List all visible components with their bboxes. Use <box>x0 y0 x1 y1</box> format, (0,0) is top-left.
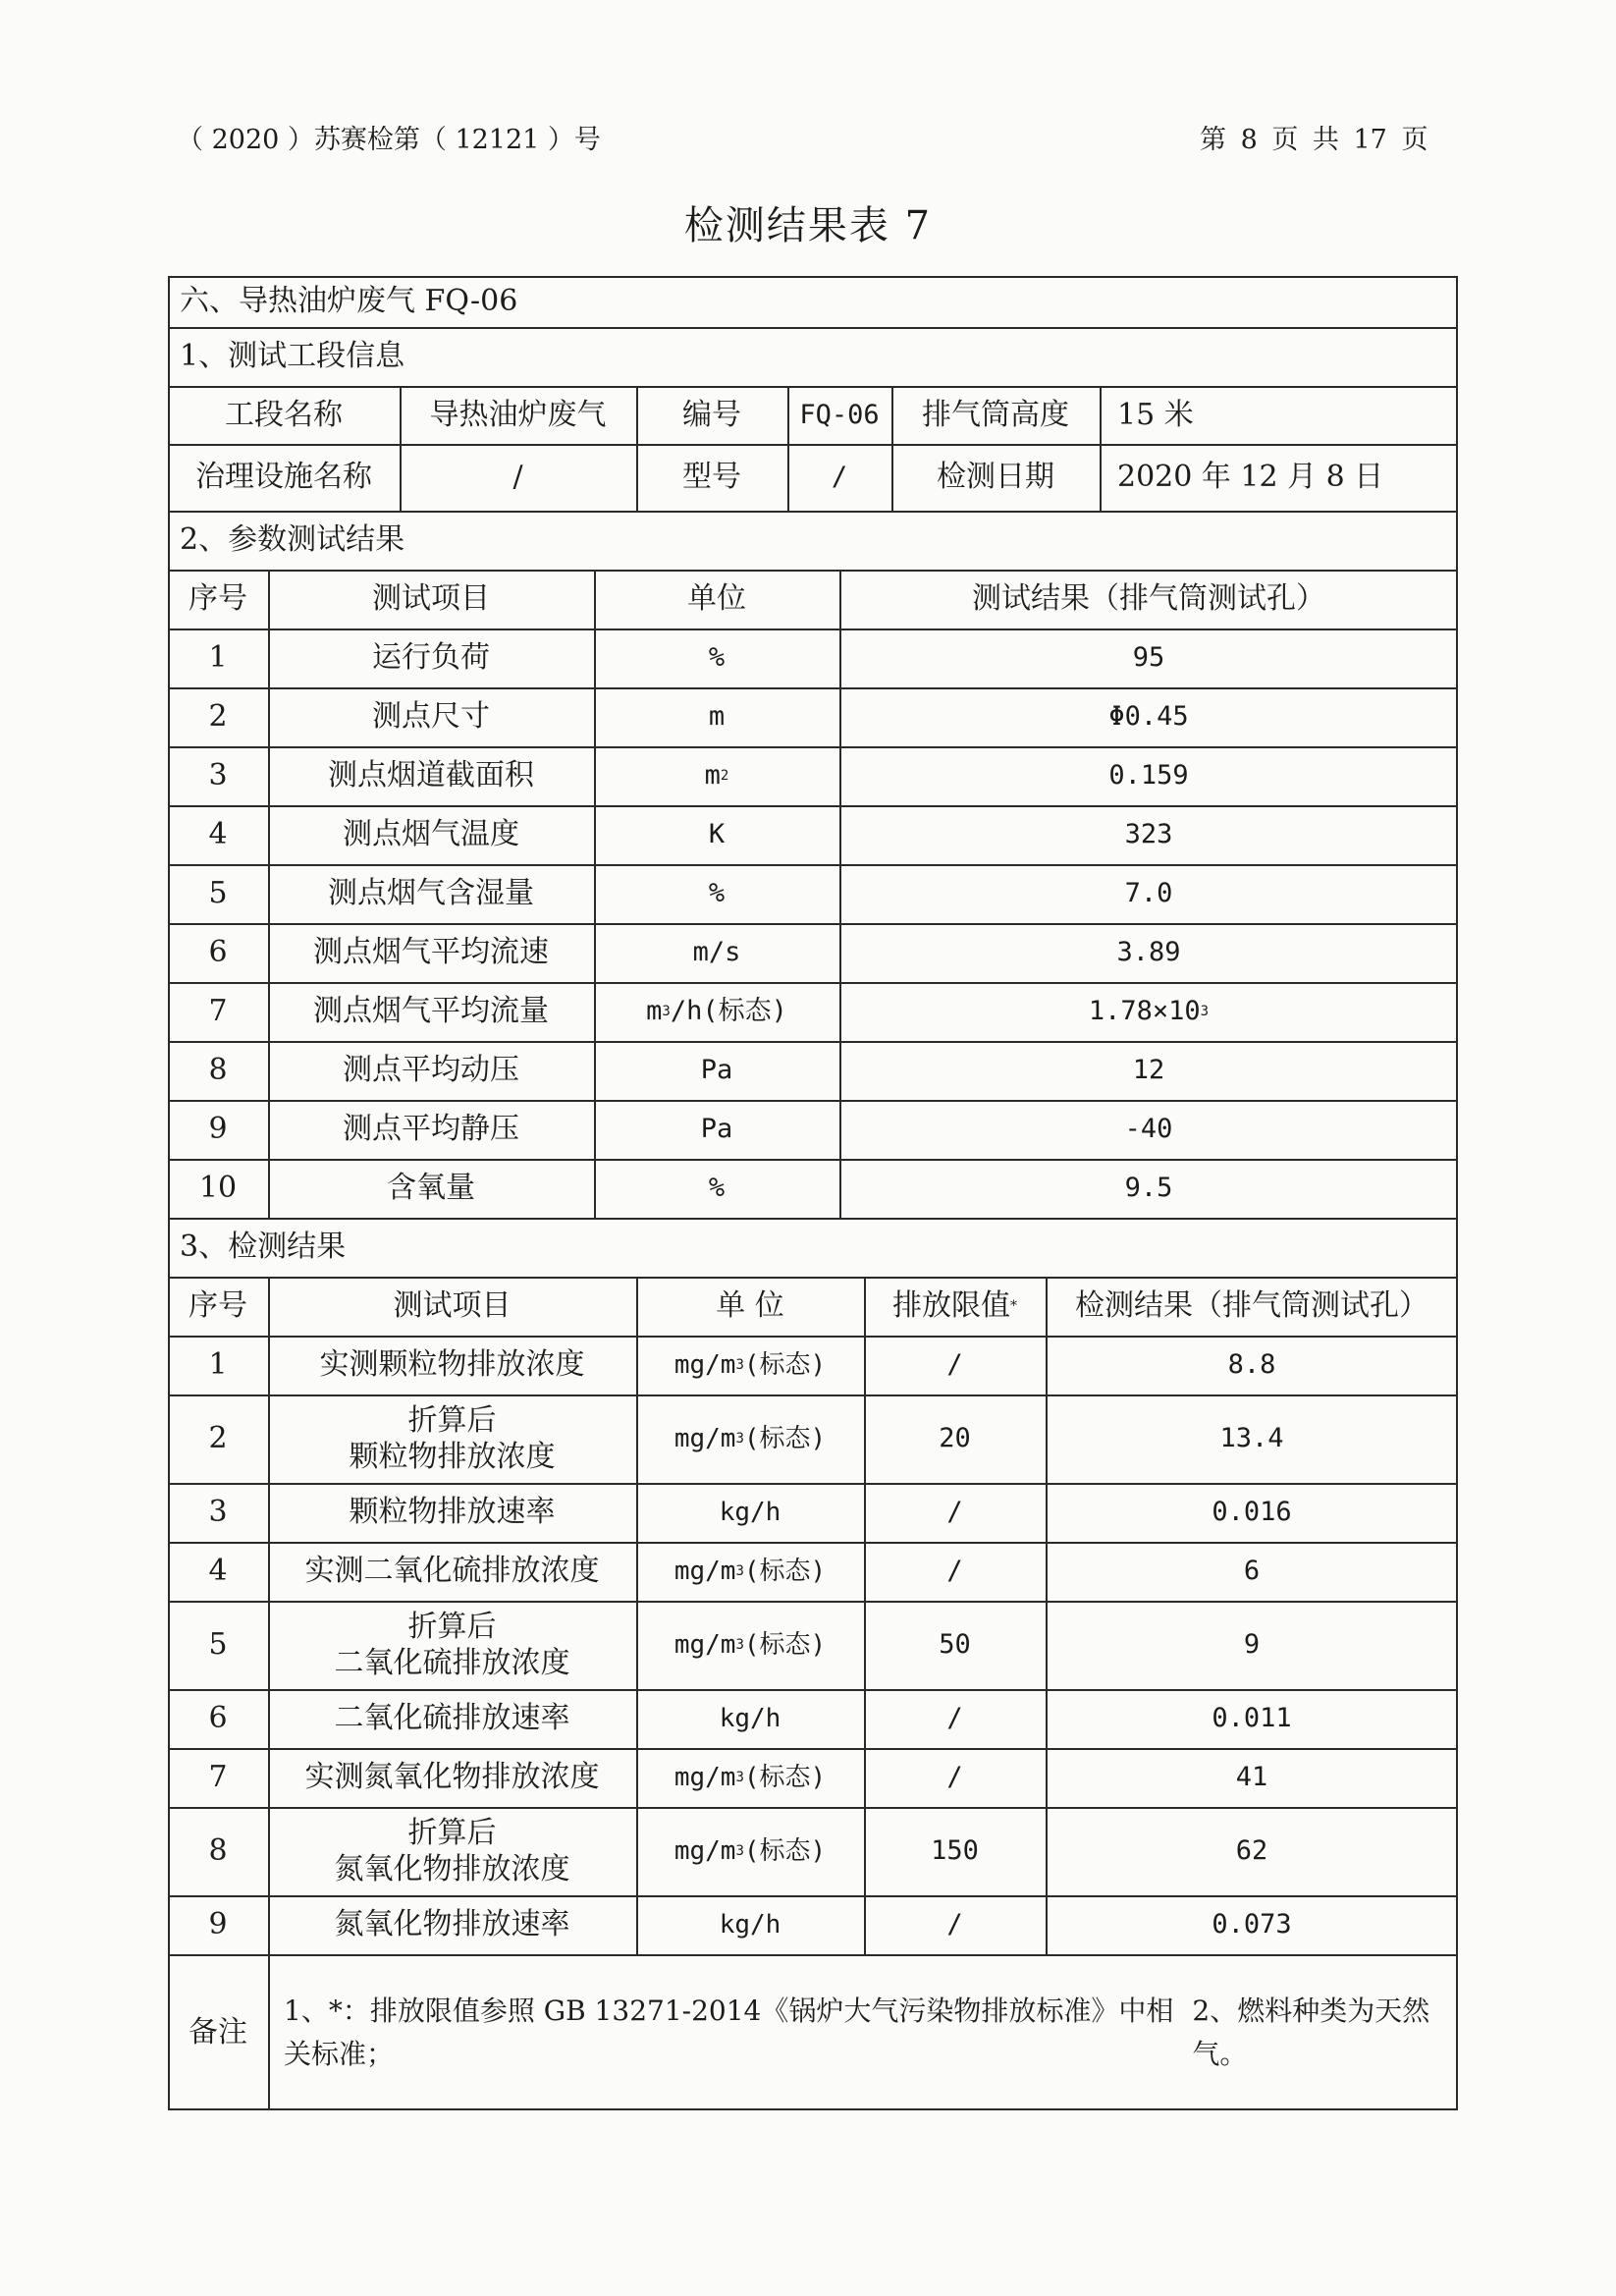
params-column-header: 测试结果（排气筒测试孔） <box>972 581 1325 617</box>
table-column-rule <box>636 1277 638 1954</box>
results-row-unit: mg/m 3 (标态) <box>673 1349 827 1380</box>
info-label: 排气筒高度 <box>922 397 1069 432</box>
results-row-item: 实测氮氧化物排放浓度 <box>304 1760 600 1795</box>
params-row-item: 测点烟气平均流量 <box>313 994 549 1029</box>
info-label: 型号 <box>682 460 741 495</box>
results-column-header: 单 位 <box>716 1288 784 1324</box>
section-heading-params: 2、参数测试结果 <box>180 522 405 558</box>
params-row-unit: Pa <box>700 1114 733 1145</box>
params-row-unit: K <box>708 819 726 850</box>
remarks-label: 备注 <box>189 2014 247 2050</box>
results-row-limit: / <box>946 1556 963 1587</box>
params-row-result: 3.89 <box>1116 937 1181 968</box>
info-value: FQ-06 <box>799 399 880 430</box>
table-column-rule <box>839 570 841 1218</box>
params-row-no: 9 <box>208 1112 228 1147</box>
results-row-no: 9 <box>208 1907 228 1942</box>
results-row-item: 二氧化硫排放速率 <box>334 1701 570 1736</box>
results-row-limit: 20 <box>939 1423 971 1454</box>
table-column-rule <box>1100 386 1102 511</box>
results-column-header: 测试项目 <box>393 1288 512 1324</box>
info-label: 工段名称 <box>225 397 343 432</box>
params-row-result: 12 <box>1132 1055 1165 1086</box>
results-row-result: 9 <box>1243 1629 1261 1661</box>
results-row-item: 实测颗粒物排放浓度 <box>319 1347 585 1383</box>
section-heading-info: 1、测试工段信息 <box>180 339 405 374</box>
params-row-unit: m <box>708 701 726 733</box>
results-column-header: 排放限值 * <box>892 1288 1017 1324</box>
results-row-result: 0.011 <box>1212 1703 1292 1734</box>
results-row-no: 3 <box>208 1495 228 1530</box>
results-row-no: 1 <box>208 1347 228 1383</box>
params-row-no: 7 <box>208 994 228 1029</box>
remarks-line-2: 2、燃料种类为天然气。 <box>1192 1995 1430 2070</box>
report-number: （ 2020 ）苏赛检第（ 12121 ）号 <box>177 125 601 155</box>
results-row-result: 41 <box>1235 1762 1268 1793</box>
params-row-unit: Pa <box>700 1055 733 1086</box>
params-row-no: 2 <box>208 699 228 735</box>
params-row-item: 测点尺寸 <box>372 699 490 735</box>
params-row-result: 0.159 <box>1108 760 1189 792</box>
info-label: 治理设施名称 <box>195 460 372 495</box>
results-row-no: 8 <box>208 1833 228 1869</box>
table-column-rule <box>400 386 402 511</box>
results-row-no: 5 <box>208 1627 228 1663</box>
results-row-result: 6 <box>1243 1556 1261 1587</box>
info-value: / <box>831 462 848 493</box>
params-row-item: 测点平均静压 <box>343 1112 519 1147</box>
params-row-unit: % <box>708 878 726 909</box>
results-column-header: 序号 <box>189 1288 247 1324</box>
results-row-limit: 50 <box>939 1629 971 1661</box>
results-row-limit: / <box>946 1909 963 1941</box>
results-row-unit: kg/h <box>719 1497 781 1527</box>
results-row-limit: / <box>946 1762 963 1793</box>
remarks-text <box>268 1954 1458 2110</box>
results-row-unit: mg/m 3 (标态) <box>673 1629 827 1660</box>
section-heading-main: 六、导热油炉废气 FQ-06 <box>180 284 518 319</box>
results-row-limit: / <box>946 1497 963 1528</box>
params-row-item: 测点平均动压 <box>343 1053 519 1088</box>
info-value: 2020 年 12 月 8 日 <box>1117 460 1384 495</box>
params-row-result: Φ0.45 <box>1108 701 1189 733</box>
params-row-result: 7.0 <box>1124 878 1173 909</box>
params-row-no: 6 <box>208 935 228 970</box>
results-row-unit: kg/h <box>719 1909 781 1940</box>
results-row-unit: kg/h <box>719 1703 781 1733</box>
params-row-item: 测点烟气含湿量 <box>328 876 534 911</box>
page-info: 第 8 页 共 17 页 <box>1200 125 1428 155</box>
section-heading-results: 3、检测结果 <box>180 1230 347 1265</box>
params-row-unit: m/s <box>692 937 741 968</box>
table-column-rule <box>891 386 893 511</box>
results-row-item: 折算后 二氧化硫排放浓度 <box>334 1609 570 1680</box>
info-value: 15 米 <box>1117 397 1194 432</box>
table-column-rule <box>594 570 596 1218</box>
results-row-no: 4 <box>208 1554 228 1589</box>
results-row-result: 0.016 <box>1212 1497 1292 1528</box>
params-row-result: 95 <box>1132 642 1165 674</box>
params-column-header: 测试项目 <box>372 581 490 617</box>
table-column-rule <box>268 570 270 1218</box>
params-row-no: 8 <box>208 1053 228 1088</box>
info-value: / <box>512 460 523 495</box>
info-label: 编号 <box>682 397 741 432</box>
params-column-header: 序号 <box>189 581 247 617</box>
params-row-item: 测点烟气温度 <box>343 817 519 852</box>
results-row-result: 8.8 <box>1227 1349 1276 1381</box>
results-row-no: 7 <box>208 1760 228 1795</box>
params-row-result: 1.78×10 3 <box>1088 996 1210 1027</box>
results-row-result: 0.073 <box>1212 1909 1292 1941</box>
params-row-result: 9.5 <box>1124 1173 1173 1204</box>
params-row-item: 运行负荷 <box>372 640 490 676</box>
results-row-unit: mg/m 3 (标态) <box>673 1762 827 1792</box>
results-row-unit: mg/m 3 (标态) <box>673 1835 827 1866</box>
results-row-item: 实测二氧化硫排放浓度 <box>304 1554 600 1589</box>
params-row-no: 4 <box>208 817 228 852</box>
table-column-rule <box>864 1277 866 1954</box>
params-row-item: 含氧量 <box>387 1171 475 1206</box>
results-row-limit: / <box>946 1703 963 1734</box>
results-row-item: 颗粒物排放速率 <box>349 1495 556 1530</box>
params-row-no: 3 <box>208 758 228 793</box>
params-row-unit: m 2 <box>704 760 729 792</box>
params-row-no: 5 <box>208 876 228 911</box>
results-row-unit: mg/m 3 (标态) <box>673 1556 827 1586</box>
params-row-unit: m 3 /h(标态) <box>646 996 787 1027</box>
results-column-header: 检测结果（排气筒测试孔） <box>1075 1288 1428 1324</box>
table-column-rule <box>268 1277 270 1954</box>
results-row-item: 氮氧化物排放速率 <box>334 1907 570 1942</box>
results-row-item: 折算后 氮氧化物排放浓度 <box>334 1815 570 1886</box>
results-row-unit: mg/m 3 (标态) <box>673 1423 827 1453</box>
info-value: 导热油炉废气 <box>429 397 607 432</box>
params-row-unit: % <box>708 642 726 674</box>
params-row-result: -40 <box>1124 1114 1173 1145</box>
table-column-rule <box>787 386 789 511</box>
params-row-item: 测点烟气平均流速 <box>313 935 549 970</box>
params-column-header: 单位 <box>687 581 746 617</box>
results-row-limit: 150 <box>931 1835 979 1867</box>
page-title: 检测结果表 7 <box>683 203 933 248</box>
results-row-limit: / <box>946 1349 963 1381</box>
info-label: 检测日期 <box>937 460 1054 495</box>
results-row-result: 13.4 <box>1219 1423 1284 1454</box>
table-column-rule <box>636 386 638 511</box>
params-row-unit: % <box>708 1173 726 1204</box>
params-row-item: 测点烟道截面积 <box>328 758 534 793</box>
table-column-rule <box>1046 1277 1048 1954</box>
results-row-no: 2 <box>208 1421 228 1456</box>
results-row-result: 62 <box>1235 1835 1268 1867</box>
params-row-no: 10 <box>198 1171 238 1206</box>
remarks-line-1: 1、*：排放限值参照 GB 13271-2014《锅炉大气污染物排放标准》中相关标准； <box>284 1995 1174 2070</box>
params-row-result: 323 <box>1124 819 1173 850</box>
params-row-no: 1 <box>208 640 228 676</box>
results-row-no: 6 <box>208 1701 228 1736</box>
results-row-item: 折算后 颗粒物排放浓度 <box>349 1402 556 1474</box>
